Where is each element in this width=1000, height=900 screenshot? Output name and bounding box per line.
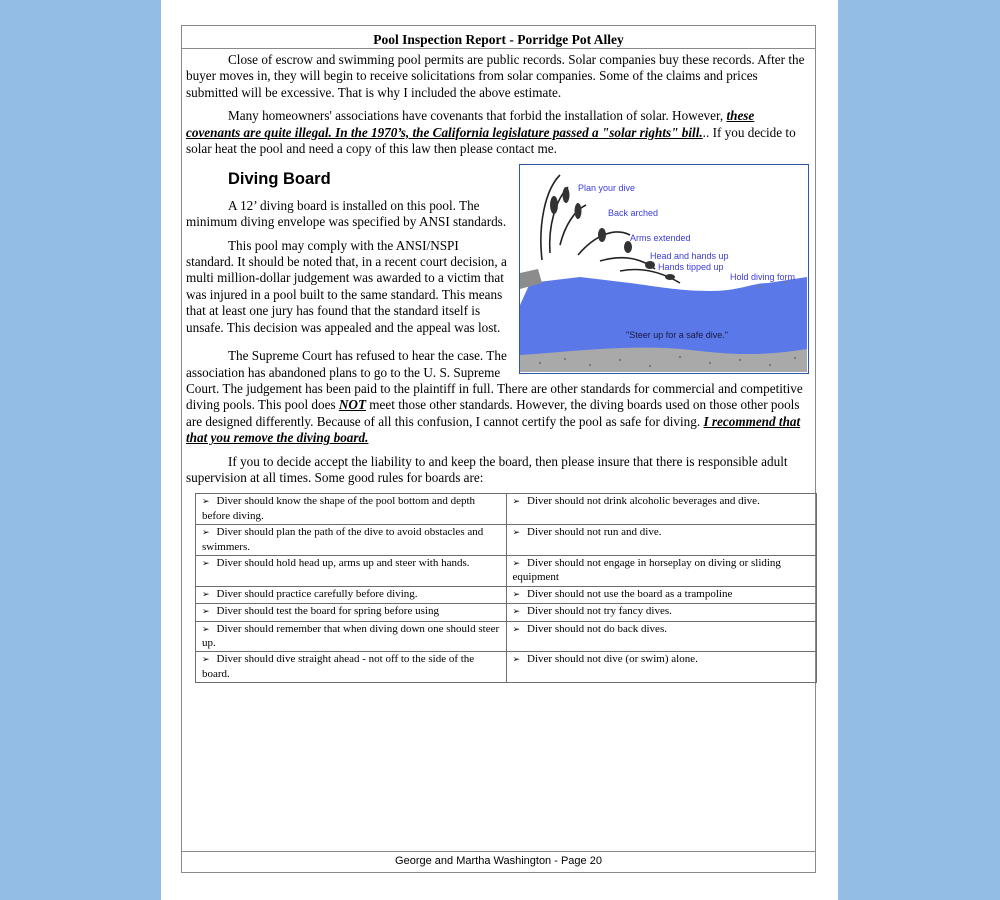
para5-start: The Supreme Court has refused to hear the case. The association has abandoned plans to go to the U. S. Supreme Court. The judgement has been paid to the plaintiff in full. There are other standards for commercial and competitive diving pools. This pool does xyxy=(186,348,803,413)
para5-not: NOT xyxy=(338,397,366,413)
document-page xyxy=(161,0,838,900)
paragraph-board-installed: A 12’ diving board is installed on this pool. The minimum diving envelope was specified by ANSI standards. xyxy=(186,197,507,230)
arrow-bullet-icon: ➢ xyxy=(512,589,521,600)
rule-dont-cell xyxy=(506,621,817,652)
rule-do-cell xyxy=(196,652,507,683)
rule-text: Diver should not try fancy dives. xyxy=(527,605,672,618)
rule-text: Diver should not use the board as a trampoline xyxy=(527,587,733,600)
diagram-label-arms: Arms extended xyxy=(630,233,691,244)
arrow-bullet-icon: ➢ xyxy=(202,497,210,508)
rule-do-cell xyxy=(196,621,507,652)
rule-do-cell xyxy=(196,586,507,603)
diagram-label-form: Hold diving form xyxy=(730,272,796,283)
section-title: Diving Board xyxy=(228,170,331,189)
arrow-bullet-icon: ➢ xyxy=(202,655,210,666)
rule-do-cell xyxy=(196,604,507,621)
page-footer: George and Martha Washington - Page 20 xyxy=(182,851,815,872)
report-header: Pool Inspection Report - Porridge Pot Alley xyxy=(182,26,815,49)
page-frame xyxy=(181,25,816,873)
paragraph-escrow: Close of escrow and swimming pool permits are public records. Solar companies buy these records. After the buyer moves in, they will begin to receive solicitations from solar companies. Some of the claims and prices submitted will be excessive. That is why I included the above estimate. xyxy=(186,52,805,100)
arrow-bullet-icon: ➢ xyxy=(512,558,521,569)
paragraph-solar-covenants xyxy=(186,108,809,157)
rule-text: Diver should know the shape of the pool bottom and depth before diving. xyxy=(202,495,476,522)
rule-text: Diver should practice carefully before diving. xyxy=(216,587,418,600)
arrow-bullet-icon: ➢ xyxy=(512,497,521,508)
diving-diagram xyxy=(519,164,809,374)
rule-dont-cell xyxy=(506,586,817,603)
para5-recommend: I recommend that that you remove the diving board. xyxy=(186,413,801,446)
diving-diagram-art xyxy=(520,165,807,372)
rule-do-cell xyxy=(196,555,507,586)
rule-text: Diver should not do back dives. xyxy=(527,622,667,635)
arrow-bullet-icon: ➢ xyxy=(512,607,521,618)
rule-dont-cell xyxy=(506,555,817,586)
diagram-label-hands: Hands tipped up xyxy=(658,262,724,273)
para2-end: .. If you decide to solar heat the pool and need a copy of this law then please contact me. xyxy=(186,124,796,157)
arrow-bullet-icon: ➢ xyxy=(202,624,210,635)
table-row xyxy=(196,621,817,652)
rule-dont-cell xyxy=(506,525,817,556)
rule-text: Diver should dive straight ahead - not off to the side of the board. xyxy=(202,653,475,680)
rule-do-cell xyxy=(196,494,507,525)
para5-mid: meet those other standards. However, the diving boards used on those other pools are designed differently. Because of all this confusion, I cannot certify the pool as safe for diving. xyxy=(186,397,800,429)
diagram-label-head: Head and hands up xyxy=(650,251,729,262)
arrow-bullet-icon: ➢ xyxy=(202,607,210,618)
rule-dont-cell xyxy=(506,652,817,683)
paragraph-ansi-standard: This pool may comply with the ANSI/NSPI standard. It should be noted that, in a recent court decision, a multi million-dollar judgement was awarded to a victim that was injured in a pool built to the same standard. This means that at least one jury has found that the standard itself is unsafe. This decision was appealed and the appeal was lost. xyxy=(186,237,507,335)
table-row xyxy=(196,586,817,603)
para2-start: Many homeowners' associations have covenants that forbid the installation of solar. However, xyxy=(228,108,727,124)
table-row xyxy=(196,525,817,556)
table-row xyxy=(196,652,817,683)
arrow-bullet-icon: ➢ xyxy=(202,589,210,600)
diagram-caption: "Steer up for a safe dive." xyxy=(626,330,728,341)
table-row xyxy=(196,494,817,525)
arrow-bullet-icon: ➢ xyxy=(202,528,210,539)
rule-do-cell xyxy=(196,525,507,556)
arrow-bullet-icon: ➢ xyxy=(512,528,521,539)
rule-text: Diver should not drink alcoholic beverages and dive. xyxy=(527,495,760,508)
rule-text: Diver should hold head up, arms up and steer with hands. xyxy=(216,556,470,569)
rule-text: Diver should not dive (or swim) alone. xyxy=(527,653,698,666)
rule-text: Diver should remember that when diving down one should steer up. xyxy=(202,622,500,649)
diagram-label-back: Back arched xyxy=(608,208,659,219)
arrow-bullet-icon: ➢ xyxy=(512,624,521,635)
diagram-label-plan: Plan your dive xyxy=(578,183,636,194)
rule-dont-cell xyxy=(506,604,817,621)
para2-emphasis: these covenants are quite illegal. In the 1970’s, the California legislature passed a "solar rights" bill. xyxy=(186,108,755,140)
rules-table xyxy=(195,493,817,683)
rule-text: Diver should not run and dive. xyxy=(527,526,662,539)
table-row xyxy=(196,555,817,586)
rule-text: Diver should test the board for spring before using xyxy=(216,605,439,618)
page-content xyxy=(186,52,809,683)
rules-table-body xyxy=(196,494,817,683)
rule-text: Diver should plan the path of the dive to avoid obstacles and swimmers. xyxy=(202,526,484,553)
paragraph-liability: If you to decide accept the liability to and keep the board, then please insure that there is responsible adult supervision at all times. Some good rules for boards are: xyxy=(186,453,788,485)
rule-text: Diver should not engage in horseplay on diving or sliding equipment xyxy=(512,556,781,584)
table-row xyxy=(196,604,817,621)
rule-dont-cell xyxy=(506,494,817,525)
arrow-bullet-icon: ➢ xyxy=(202,558,210,569)
arrow-bullet-icon: ➢ xyxy=(512,655,521,666)
